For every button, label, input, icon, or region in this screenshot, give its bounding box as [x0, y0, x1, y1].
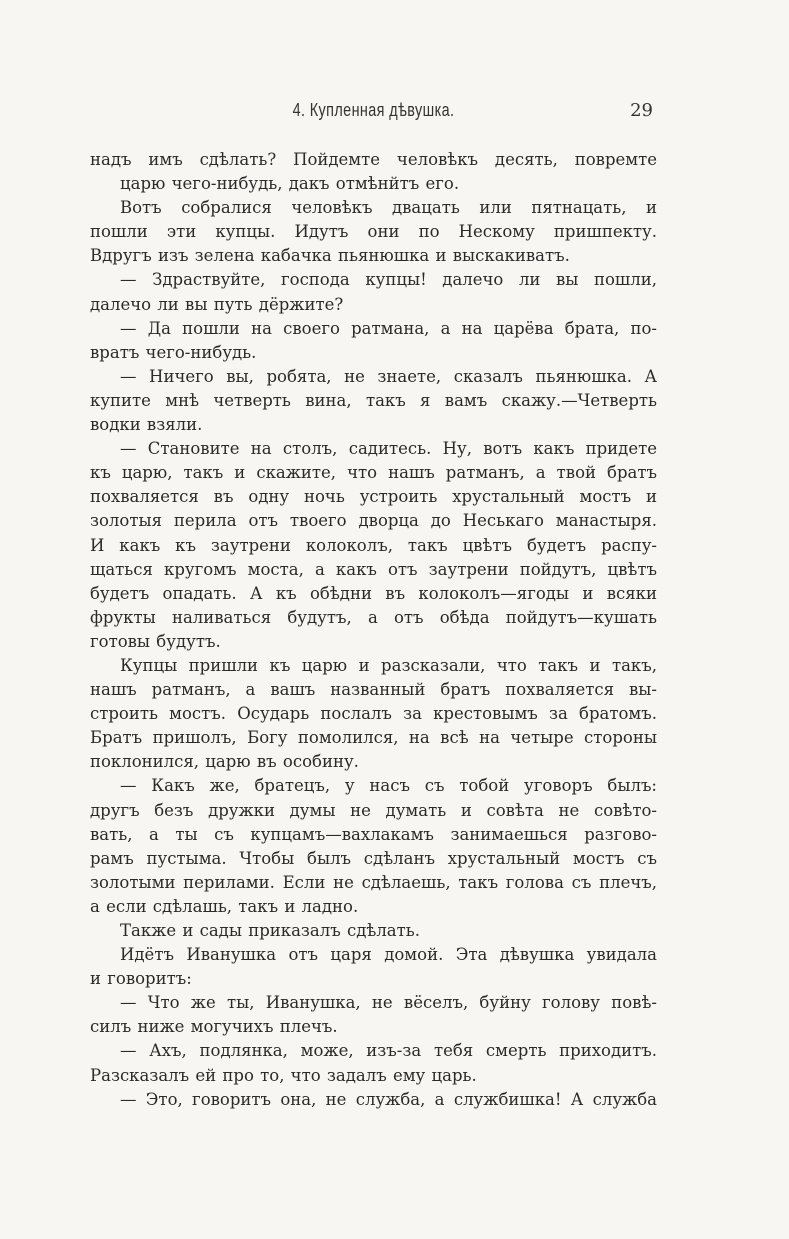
text-line: готовы будутъ.	[90, 631, 221, 651]
text-line: Идётъ Иванушка отъ царя домой. Эта дѣвушка увидала	[120, 945, 657, 965]
text-line: Братъ пришолъ, Богу помолился, на всѣ на четыре стороны	[90, 728, 657, 748]
text-line: царю чего-нибудь, дакъ отмѣнйтъ его.	[120, 174, 460, 194]
text-line: похваляется въ одну ночь устроить хрустальный мостъ и	[90, 487, 657, 507]
text-line: — Здраствуйте, господа купцы! далечо ли вы пошли,	[120, 270, 657, 290]
text-line: рамъ пустыма. Чтобы былъ сдѣланъ хрустальный мостъ съ	[90, 848, 657, 868]
running-head	[90, 100, 657, 130]
text-line: щаться кругомъ моста, а какъ отъ заутрени пойдутъ, цвѣтъ	[90, 559, 657, 579]
text-line: нашъ ратманъ, а вашъ названный братъ похваляется вы-	[90, 680, 657, 700]
text-line: — Да пошли на своего ратмана, а на царёва брата, по-	[120, 318, 657, 338]
text-line: Купцы пришли къ царю и разсказали, что такъ и такъ,	[120, 655, 657, 675]
text-line: вратъ чего-нибудь.	[90, 342, 257, 362]
text-line: пошли эти купцы. Идутъ они по Нескому пришпекту.	[90, 222, 657, 242]
text-line: купите мнѣ четверть вина, такъ я вамъ скажу.—Четверть	[90, 390, 657, 410]
text-line: и говоритъ:	[90, 969, 192, 989]
text-line: — Становите на столъ, садитесь. Ну, вотъ какъ придете	[120, 439, 657, 459]
text-line: И какъ къ заутрени колоколъ, такъ цвѣтъ будетъ распу-	[90, 535, 657, 555]
running-title: 4. Купленная дѣвушка.	[292, 100, 455, 120]
text-line: а если сдѣлашь, такъ и ладно.	[90, 896, 359, 916]
text-line: Вотъ собралися человѣкъ двацать или пятнацать, и	[120, 198, 657, 218]
text-line: строить мостъ. Осударь послалъ за крестовымъ за братомъ.	[90, 704, 657, 724]
text-line: другъ безъ дружки думы не думать и совѣта не совѣто-	[90, 800, 657, 820]
text-line: Разсказалъ ей про то, что задалъ ему царь.	[90, 1065, 477, 1085]
text-line: силъ ниже могучихъ плечъ.	[90, 1017, 338, 1037]
text-line: — Ахъ, подлянка, може, изъ-за тебя смерть приходитъ.	[120, 1041, 657, 1061]
text-line: поклонился, царю въ особину.	[90, 752, 359, 772]
text-line: — Ничего вы, робята, не знаете, сказалъ пьянюшка. А	[120, 366, 657, 386]
text-line: — Какъ же, братецъ, у насъ съ тобой уговоръ былъ:	[120, 776, 657, 796]
text-line: вать, а ты съ купцамъ—вахлакамъ занимаешься разгово-	[90, 824, 657, 844]
page-number: 29	[630, 100, 653, 121]
text-line: — Что же ты, Иванушка, не вёселъ, буйну голову повѣ-	[120, 993, 657, 1013]
text-line: далечо ли вы путь дёржите?	[90, 294, 344, 314]
text-line: золотыми перилами. Если не сдѣлаешь, такъ голова съ плечъ,	[90, 872, 657, 892]
body-text	[90, 148, 657, 1112]
text-line: къ царю, такъ и скажите, что нашъ ратманъ, а твой братъ	[90, 463, 657, 483]
text-line: будетъ опадать. А къ обѣдни въ колоколъ—ягоды и всяки	[90, 583, 657, 603]
text-line: надъ имъ сдѣлать? Пойдемте человѣкъ десять, повремте	[90, 150, 657, 169]
text-line: Вдругъ изъ зелена кабачка пьянюшка и выскакиватъ.	[90, 246, 570, 266]
text-line: фрукты наливаться будутъ, а отъ обѣда пойдутъ—кушать	[90, 607, 657, 627]
text-line: водки взяли.	[90, 415, 203, 435]
text-line: — Это, говоритъ она, не служба, а службишка! А служба	[120, 1089, 657, 1109]
text-line: золотыя перила отъ твоего дворца до Неськаго манастыря.	[90, 511, 657, 531]
text-line: Также и сады приказалъ сдѣлать.	[120, 921, 420, 940]
